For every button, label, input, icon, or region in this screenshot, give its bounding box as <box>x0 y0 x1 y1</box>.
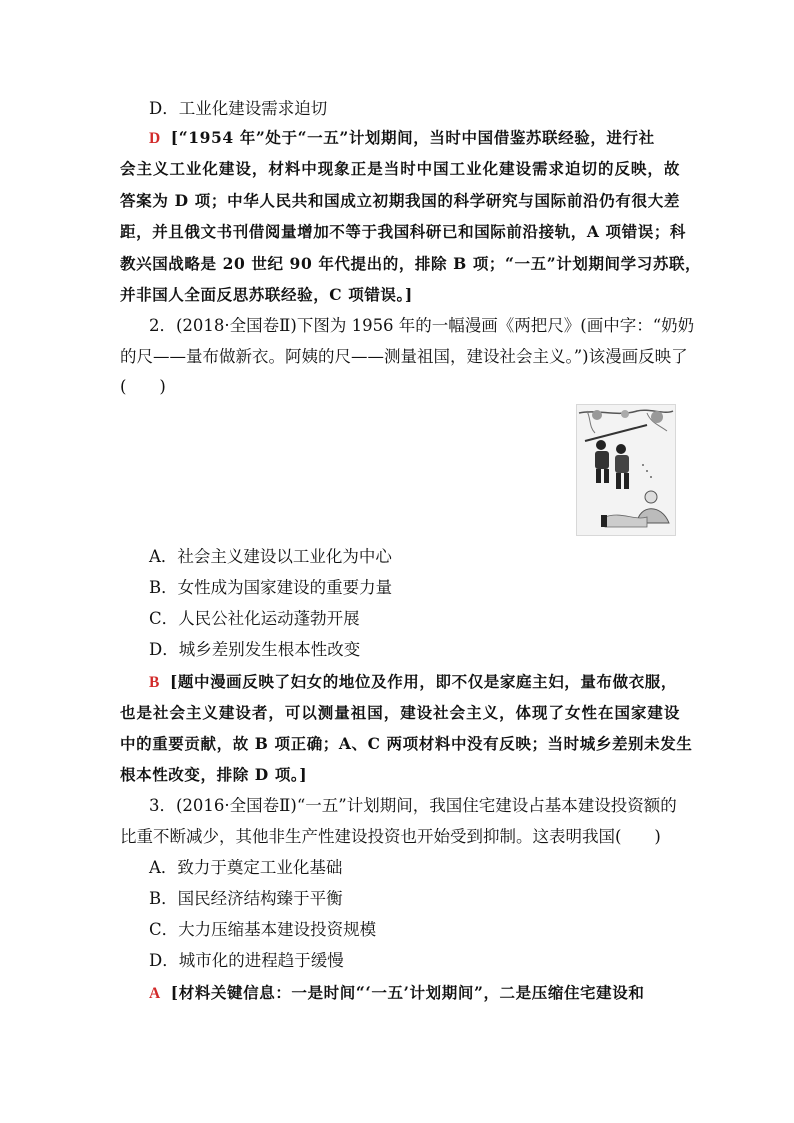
q2-stem-line-2: 的尺——量布做新衣。阿姨的尺——测量祖国，建设社会主义。”)该漫画反映了 <box>120 347 688 366</box>
q2-option-a: A．社会主义建设以工业化为中心 <box>149 547 392 566</box>
q2-option-b: B．女性成为国家建设的重要力量 <box>149 578 393 597</box>
q3-option-c: C．大力压缩基本建设投资规模 <box>149 920 377 939</box>
q2-answer: B <box>149 674 160 691</box>
q2-explanation-line-3: 中的重要贡献，故 B 项正确；A、C 两项材料中没有反映；当时城乡差别未发生 <box>120 734 693 753</box>
q1-explanation-line-6: 并非国人全面反思苏联经验，C 项错误。] <box>120 285 413 304</box>
q2-option-c: C．人民公社化运动蓬勃开展 <box>149 609 360 628</box>
q1-explanation-line-4: 距，并且俄文书刊借阅量增加不等于我国科研已和国际前沿接轨，A 项错误；科 <box>120 222 687 241</box>
q3-option-d: D．城市化的进程趋于缓慢 <box>149 951 344 970</box>
q3-option-a: A．致力于奠定工业化基础 <box>149 858 343 877</box>
q3-stem-line-2: 比重不断减少，其他非生产性建设投资也开始受到抑制。这表明我国( ) <box>120 827 661 846</box>
q3-explanation-line-1: A [材料关键信息：一是时间“‘一五’计划期间”，二是压缩住宅建设和 <box>149 983 645 1002</box>
q2-explanation-line-1: B [题中漫画反映了妇女的地位及作用，即不仅是家庭主妇，量布做衣服， <box>149 672 677 691</box>
q1-answer: D <box>149 130 161 147</box>
q1-explanation-line-2: 会主义工业化建设，材料中现象正是当时中国工业化建设需求迫切的反映，故 <box>120 159 680 178</box>
q2-stem-line-1: 2．(2018·全国卷Ⅱ)下图为 1956 年的一幅漫画《两把尺》(画中字：“奶奶 <box>149 316 695 335</box>
q3-option-b: B．国民经济结构臻于平衡 <box>149 889 343 908</box>
q3-stem-line-1: 3．(2016·全国卷Ⅱ)“一五”计划期间，我国住宅建设占基本建设投资额的 <box>149 796 677 815</box>
q1-explanation-line-5: 教兴国战略是 20 世纪 90 年代提出的，排除 B 项；“一五”计划期间学习苏联， <box>120 254 702 273</box>
q2-explanation-line-2: 也是社会主义建设者，可以测量祖国，建设社会主义，体现了女性在国家建设 <box>120 703 680 722</box>
cartoon-image <box>576 404 676 536</box>
q2-option-d: D．城乡差别发生根本性改变 <box>149 640 361 659</box>
q1-option-d: D．工业化建设需求迫切 <box>149 99 328 118</box>
q2-explanation-line-4: 根本性改变，排除 D 项。] <box>120 765 308 784</box>
q1-explanation-line-1: D [“1954 年”处于“一五”计划期间，当时中国借鉴苏联经验，进行社 <box>149 128 655 147</box>
q3-answer: A <box>149 985 161 1002</box>
q1-explanation-line-3: 答案为 D 项；中华人民共和国成立初期我国的科学研究与国际前沿仍有很大差 <box>120 191 680 210</box>
cartoon-illustration <box>577 405 675 535</box>
q2-stem-line-3: ( ) <box>120 377 166 396</box>
